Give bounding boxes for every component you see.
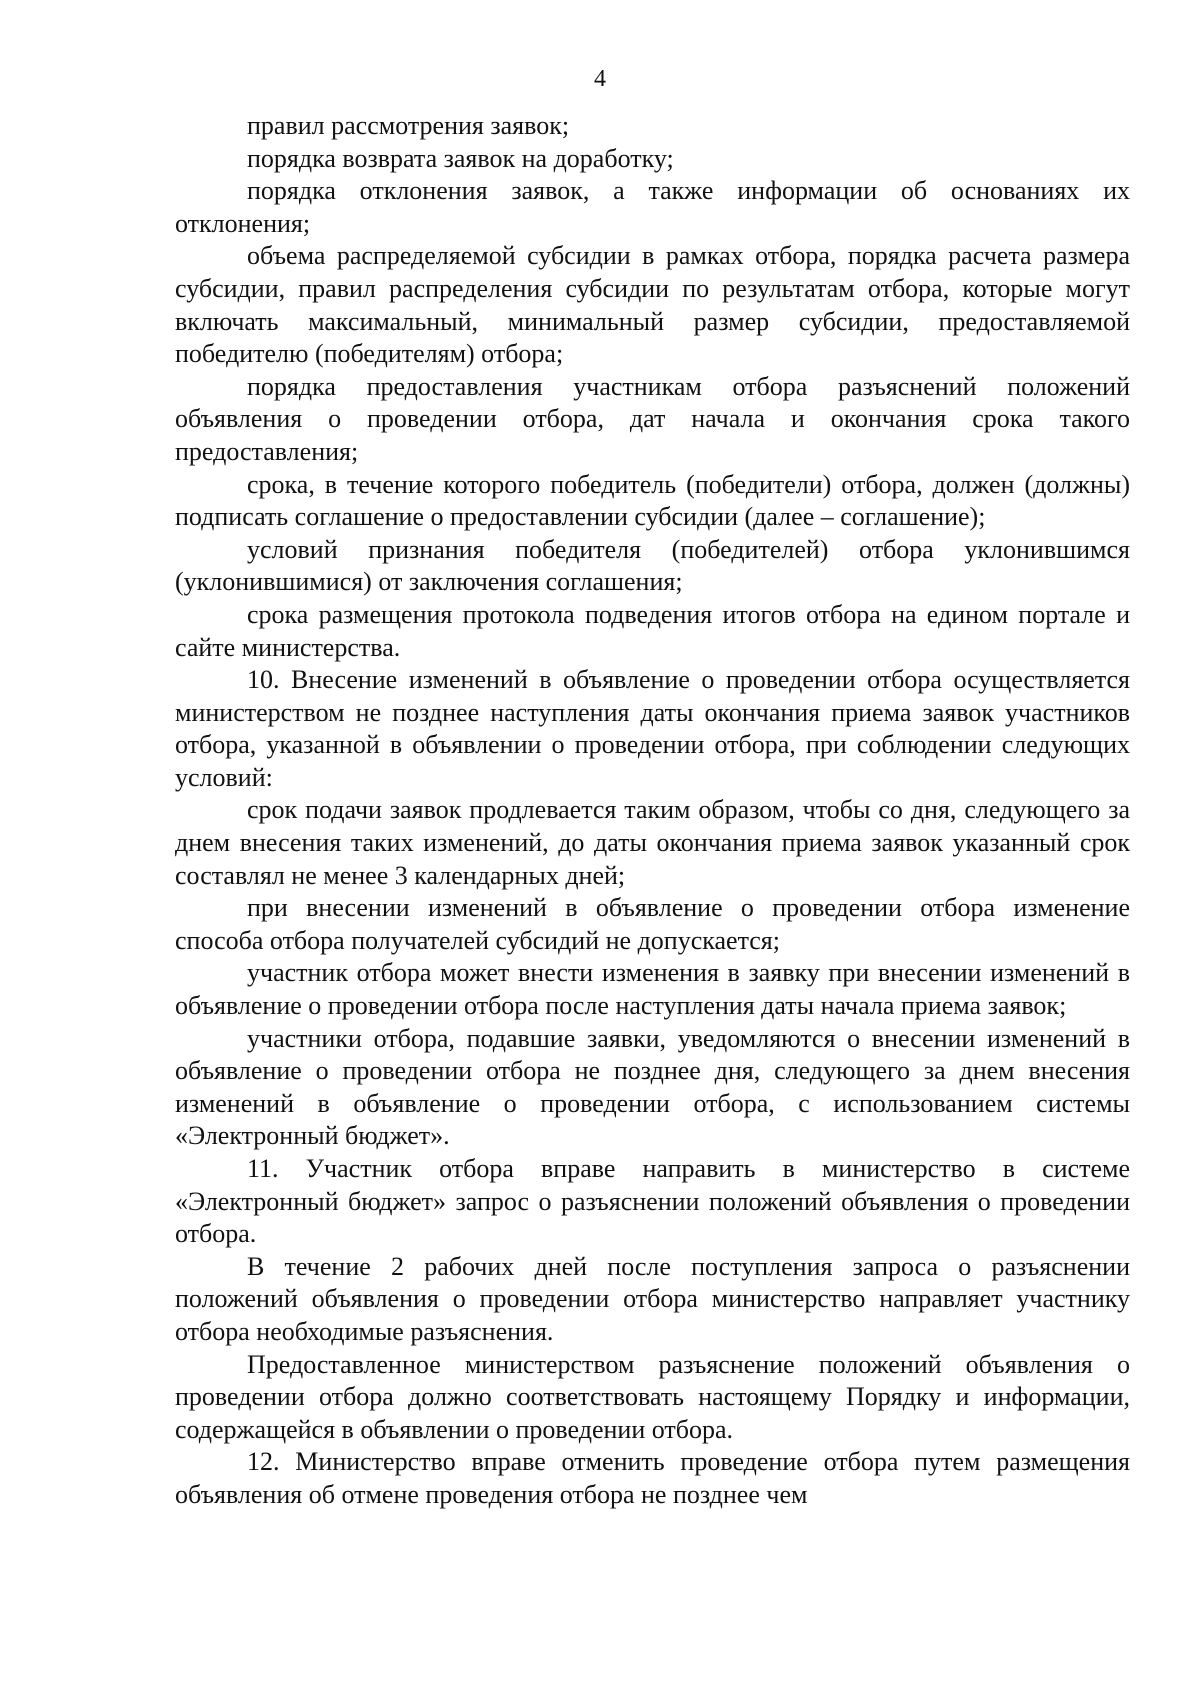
paragraph-section-10: 10. Внесение изменений в объявление о проведении отбора осуществляется министерством не позднее наступления даты окончания приема заявок участников отбора, указанной в объявлении о проведении отбора, при соблюдении следующих условий:	[175, 665, 1130, 792]
paragraph: порядка предоставления участникам отбора разъяснений положений объявления о проведении отбора, дат начала и окончания срока такого предоставления;	[175, 371, 1130, 466]
paragraph: срока размещения протокола подведения итогов отбора на едином портале и сайте министерства.	[175, 599, 1130, 662]
paragraph: условий признания победителя (победителей) отбора уклонившимся (уклонившимися) от заключения соглашения;	[175, 534, 1130, 597]
page-number: 4	[594, 66, 606, 92]
paragraph: Предоставленное министерством разъяснение положений объявления о проведении отбора должно соответствовать настоящему Порядку и информации, содержащейся в объявлении о проведении отбора.	[175, 1349, 1130, 1444]
paragraph: срок подачи заявок продлевается таким образом, чтобы со дня, следующего за днем внесения таких изменений, до даты окончания приема заявок указанный срок составлял не менее 3 календарных дней;	[175, 795, 1130, 890]
paragraph-section-12: 12. Министерство вправе отменить проведение отбора путем размещения объявления об отмене проведения отбора не позднее чем	[175, 1447, 1130, 1509]
paragraph: срока, в течение которого победитель (победители) отбора, должен (должны) подписать соглашение о предоставлении субсидии (далее – соглашение);	[175, 469, 1130, 532]
paragraph: порядка отклонения заявок, а также информации об основаниях их отклонения;	[175, 176, 1130, 238]
paragraph: правил рассмотрения заявок;	[247, 111, 570, 140]
paragraph: участники отбора, подавшие заявки, уведомляются о внесении изменений в объявление о проведении отбора не позднее дня, следующего за днем внесения изменений в объявление о проведении отбора, с использованием системы «Электронный бюджет».	[175, 1023, 1130, 1151]
paragraph: при внесении изменений в объявление о проведении отбора изменение способа отбора получателей субсидий не допускается;	[175, 893, 1130, 955]
document-body	[175, 110, 1130, 1512]
paragraph-section-11: 11. Участник отбора вправе направить в министерство в системе «Электронный бюджет» запрос о разъяснении положений объявления о проведении отбора.	[175, 1154, 1130, 1249]
paragraph: объема распределяемой субсидии в рамках отбора, порядка расчета размера субсидии, правил распределения субсидии по результатам отбора, которые могут включать максимальный, минимальный размер субсидии, предоставляемой победителю (победителям) отбора;	[175, 241, 1130, 369]
paragraph: В течение 2 рабочих дней после поступления запроса о разъяснении положений объявления о проведении отбора министерство направляет участнику отбора необходимые разъяснения.	[175, 1251, 1130, 1346]
paragraph: порядка возврата заявок на доработку;	[247, 143, 674, 173]
paragraph: участник отбора может внести изменения в заявку при внесении изменений в объявление о проведении отбора после наступления даты начала приема заявок;	[175, 958, 1130, 1021]
